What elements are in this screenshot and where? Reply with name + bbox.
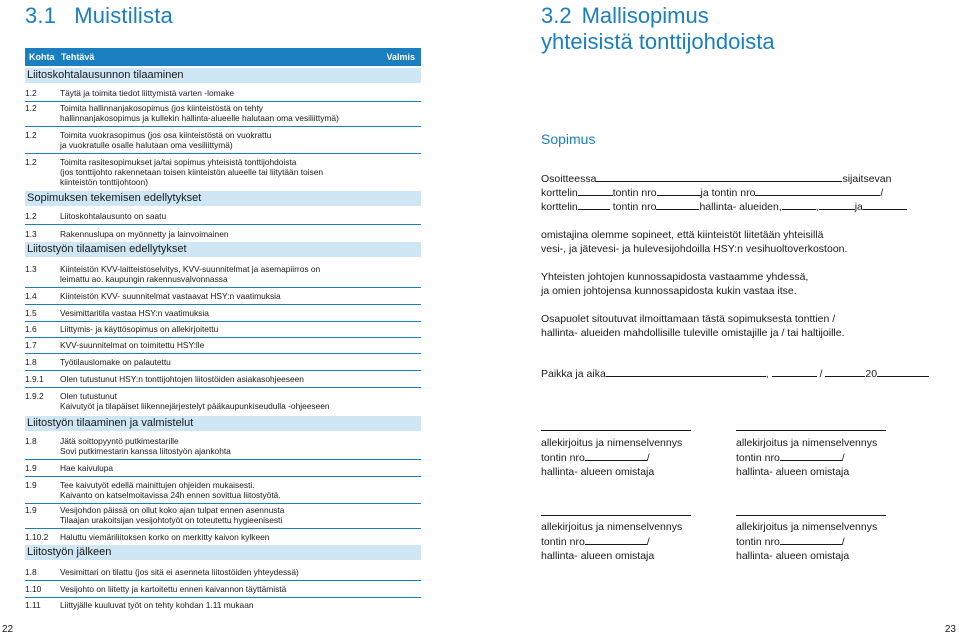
checklist-row [25,505,421,525]
paragraph-line: omistajina olemme sopineet, että kiinteistöt liitetään yhteisillä [541,229,824,241]
task-text [60,340,415,350]
task-text [60,505,415,525]
kohta-number: 1.3 [25,264,37,274]
section-heading: Sopimuksen tekemisen edellytykset [25,191,421,206]
paragraph-1 [541,228,847,256]
checklist-row [25,103,421,123]
label-comma: , [765,368,769,380]
sig-slash: / [841,451,845,464]
paragraph-3 [541,312,845,340]
fill-line[interactable] [782,200,816,210]
kohta-number: 1.2 [25,88,37,98]
sig-tontin-nro: tontin nro [736,535,780,548]
task-line: Vesimittari on tilattu (jos sitä ei asenneta liitostöiden yhteydessä) [60,567,299,577]
paragraph-line: vesi-, ja jätevesi- ja hulevesijohdoilla HSY:n vesihuoltoverkostoon. [541,243,848,255]
kohta-number: 1.8 [25,357,37,367]
signature-line[interactable] [736,515,886,516]
row-divider [25,580,421,581]
fill-line[interactable] [877,367,929,377]
sig-label: allekirjoitus ja nimenselvennys [736,521,878,533]
task-line: Kaivutyöt ja tilapäiset liikennejärjestelyt pääkaupunkiseudulla -ohjeeseen [60,401,330,411]
row-divider [25,101,421,102]
sig-owner: hallinta- alueen omistaja [736,466,850,478]
kohta-number: 1.9 [25,505,37,515]
checklist-row [25,600,421,610]
checklist-row [25,291,421,301]
kohta-number: 1.4 [25,291,37,301]
sig-owner: hallinta- alueen omistaja [541,466,655,478]
checklist-row [25,157,421,187]
fill-line[interactable] [863,200,907,210]
section-heading: Liitostyön tilaaminen ja valmistelut [25,416,421,431]
task-text [60,211,415,221]
task-line: Tee kaivutyöt edellä mainittujen ohjeiden mukaisesti. [60,480,255,490]
task-line: hallinnanjakosopimus ja kullekin hallinta-alueelle halutaan oma vesiliittymä) [60,113,339,123]
kohta-number: 1.7 [25,340,37,350]
signature-block-4 [736,520,877,564]
task-text [60,157,415,187]
task-line: Toimita rasitesopimukset ja/tai sopimus yhteisistä tonttijohdoista [60,157,297,167]
fill-line[interactable] [578,186,613,196]
task-text [60,374,415,384]
kohta-number: 1.9.2 [25,391,44,401]
row-divider [25,126,421,127]
task-line: Kiinteistön KVV-laitteistoselvitys, KVV-suunnitelmat ja asemapiirros on [60,264,321,274]
task-text [60,103,415,123]
label-sijaitsevan: sijaitsevan [842,173,892,185]
fill-line[interactable] [819,200,855,210]
fill-line[interactable] [772,367,817,377]
paragraph-line: ja omien johtojensa kunnossapidosta kukin vastaa itse. [541,285,797,297]
fill-line[interactable] [585,535,647,545]
signature-line[interactable] [541,430,691,431]
task-line: Liitoskohtalausunto on saatu [60,211,167,221]
label-korttelin: korttelin [541,201,578,213]
row-divider [25,370,421,371]
kohta-number: 1.11 [25,600,41,610]
fill-line[interactable] [585,451,647,461]
task-line: ja vuokratulle osalle halutaan oma vesiliittymä) [60,140,233,150]
kohta-number: 1.2 [25,211,37,221]
paragraph-2 [541,270,808,298]
task-line: Olen tutustunut [60,391,117,401]
row-divider [25,337,421,338]
row-divider [25,153,421,154]
label-place-date: Paikka ja aika [541,368,606,380]
row-divider [25,353,421,354]
kohta-number: 1.3 [25,229,37,239]
task-line: leimattu ao. kaupungin rakennusvalvonnassa [60,274,228,284]
kohta-number: 1.8 [25,567,37,577]
checklist-row [25,567,421,577]
task-text [60,532,415,542]
checklist-row [25,391,421,411]
checklist-row [25,374,421,384]
checklist-row [25,229,421,239]
task-line: Kaivanto on katselmoitavissa 24h ennen sovittua liitostyötä. [60,490,281,500]
task-line: Sovi putkimestarin kanssa liitostyön ajankohta [60,446,231,456]
task-line: Työtilauslomake on palautettu [60,357,171,367]
checklist-row [25,480,421,500]
task-line: Liittymis- ja käyttösopimus on allekirjoitettu [60,324,219,334]
label-ja-tontin-nro: ja tontin nro [700,187,756,199]
section-heading: Liitostyön tilaamisen edellytykset [25,242,421,257]
sig-slash: / [841,535,845,548]
fill-line[interactable] [825,367,865,377]
checklist-row [25,264,421,284]
task-line: kiinteistön tonttijohtoon) [60,177,148,187]
task-line: KVV-suunnitelmat on toimitettu HSY:lle [60,340,205,350]
sig-owner: hallinta- alueen omistaja [736,550,850,562]
label-osoitteessa: Osoitteessa [541,173,597,185]
task-text [60,391,415,411]
kohta-number: 1.6 [25,324,37,334]
kohta-number: 1.2 [25,157,37,167]
fill-line[interactable] [606,367,766,377]
sig-label: allekirjoitus ja nimenselvennys [541,437,683,449]
row-divider [25,287,421,288]
fill-line[interactable] [780,535,842,545]
task-text [60,436,415,456]
checklist-row [25,357,421,367]
sig-slash: / [646,535,650,548]
task-line: Rakennuslupa on myönnetty ja lainvoimainen [60,229,229,239]
label-ja: ja [854,201,863,213]
row-divider [25,387,421,388]
checklist-row [25,130,421,150]
sig-tontin-nro: tontin nro [736,451,780,464]
kohta-number: 1.9.1 [25,374,44,384]
task-line: Toimita vuokrasopimus (jos osa kiinteistöstä on vuokrattu [60,130,272,140]
fill-line[interactable] [596,172,842,182]
row-divider [25,503,421,504]
header-valmis: Valmis [386,52,415,62]
checklist-row [25,324,421,334]
task-text [60,600,415,610]
task-text [60,357,415,367]
task-line: Olen tutustunut HSY:n tonttijohtojen liitostöiden asiakasohjeeseen [60,374,304,384]
task-line: Tilaajan urakoitsijan vesijohtotyöt on toteutettu hygieenisesti [60,515,283,525]
kohta-number: 1.2 [25,130,37,140]
sig-tontin-nro: tontin nro [541,451,585,464]
signature-block-1 [541,436,682,480]
paragraph-line: Yhteisten johtojen kunnossapidosta vastaamme yhdessä, [541,271,809,283]
signature-block-2 [736,436,877,480]
page-number-left: 22 [2,624,14,635]
row-divider [25,597,421,598]
label-tontin-nro: tontin nro [612,201,657,213]
paragraph-line: hallinta- alueiden mahdollisille tuleville omistajille ja / tai haltijoille. [541,327,845,339]
label-comma: , [815,201,819,213]
task-line: (jos tonttijohto rakennetaan toisen kiinteistön alueelle tai liitytään toisen [60,167,324,177]
right-section-number: 3.2 [541,3,572,28]
fill-line[interactable] [755,186,880,196]
row-divider [25,304,421,305]
checklist-row [25,340,421,350]
signature-line[interactable] [541,515,691,516]
fill-line[interactable] [657,186,701,196]
kohta-number: 1.9 [25,463,37,473]
task-text [60,229,415,239]
section-heading: Liitostyön jälkeen [25,545,421,560]
task-line: Vesimittaritila vastaa HSY:n vaatimuksia [60,308,209,318]
sig-tontin-nro: tontin nro [541,535,585,548]
task-text [60,480,415,500]
task-text [60,324,415,334]
right-title-line1: Mallisopimus [581,3,709,28]
task-text [60,264,415,284]
task-text [60,567,415,577]
task-line: Vesijohto on liitetty ja kartoitettu ennen kaivannon täyttämistä [60,584,287,594]
checklist-row [25,584,421,594]
signature-block-3 [541,520,682,564]
fill-line[interactable] [578,200,610,210]
row-divider [25,459,421,460]
task-text [60,291,415,301]
row-divider [25,224,421,225]
task-text [60,463,415,473]
task-line: Hae kaivulupa [60,463,114,473]
sig-owner: hallinta- alueen omistaja [541,550,655,562]
checklist-row [25,308,421,318]
label-korttelin: korttelin [541,187,578,199]
page-number-right: 23 [944,624,956,635]
kohta-number: 1.5 [25,308,37,318]
paragraph-line: Osapuolet sitoutuvat ilmoittamaan tästä sopimuksesta tonttien / [541,313,836,325]
kohta-number: 1.2 [25,103,37,113]
header-tehtava: Tehtävä [61,52,95,62]
checklist-row [25,88,421,98]
page-title [25,3,173,29]
task-line: Toimita hallinnanjakosopimus (jos kiinteistöstä on tehty [60,103,263,113]
form-line-1 [541,172,891,186]
checklist-row [25,532,421,542]
row-divider [25,528,421,529]
kohta-number: 1.8 [25,436,37,446]
place-date-line [541,367,929,381]
task-line: Kiinteistön KVV- suunnitelmat vastaavat HSY:n vaatimuksia [60,291,281,301]
task-line: Jätä soittopyyntö putkimestarille [60,436,179,446]
task-text [60,88,415,98]
task-text [60,308,415,318]
label-slash: / [819,368,823,380]
kohta-number: 1.10.2 [25,532,49,542]
sig-label: allekirjoitus ja nimenselvennys [736,437,878,449]
fill-line[interactable] [656,200,699,210]
row-divider [25,321,421,322]
fill-line[interactable] [780,451,842,461]
task-line: Vesijohdon päissä on ollut koko ajan tulpat ennen asennusta [60,505,285,515]
right-page-title [541,3,775,55]
checklist-row [25,463,421,473]
label-hallinta-alueiden: hallinta- alueiden, [699,201,782,213]
checklist-row [25,436,421,456]
section-heading: Liitoskohtalausunnon tilaaminen [25,68,421,83]
form-line-2 [541,186,883,200]
label-year-prefix: 20 [865,368,878,380]
label-slash: / [880,187,884,199]
sig-slash: / [646,451,650,464]
task-text [60,584,415,594]
kohta-number: 1.9 [25,480,37,490]
section-number: 3.1 [25,3,57,28]
signature-line[interactable] [736,430,886,431]
task-line: Täytä ja toimita tiedot liittymistä varten -lomake [60,88,235,98]
header-kohta: Kohta [29,52,55,62]
subheading-sopimus: Sopimus [541,131,596,147]
kohta-number: 1.10 [25,584,42,594]
checklist-table-header [25,48,421,66]
title-text: Muistilista [74,3,173,28]
task-text [60,130,415,150]
form-line-3 [541,200,907,214]
task-line: Haluttu viemäriliitoksen korko on merkitty kaivon kylkeen [60,532,270,542]
label-tontin-nro: tontin nro [612,187,657,199]
task-line: Liittyjälle kuuluvat työt on tehty kohdan 1.11 mukaan [60,600,254,610]
checklist-row [25,211,421,221]
sig-label: allekirjoitus ja nimenselvennys [541,521,683,533]
right-title-line2: yhteisistä tonttijohdoista [541,29,775,54]
row-divider [25,476,421,477]
